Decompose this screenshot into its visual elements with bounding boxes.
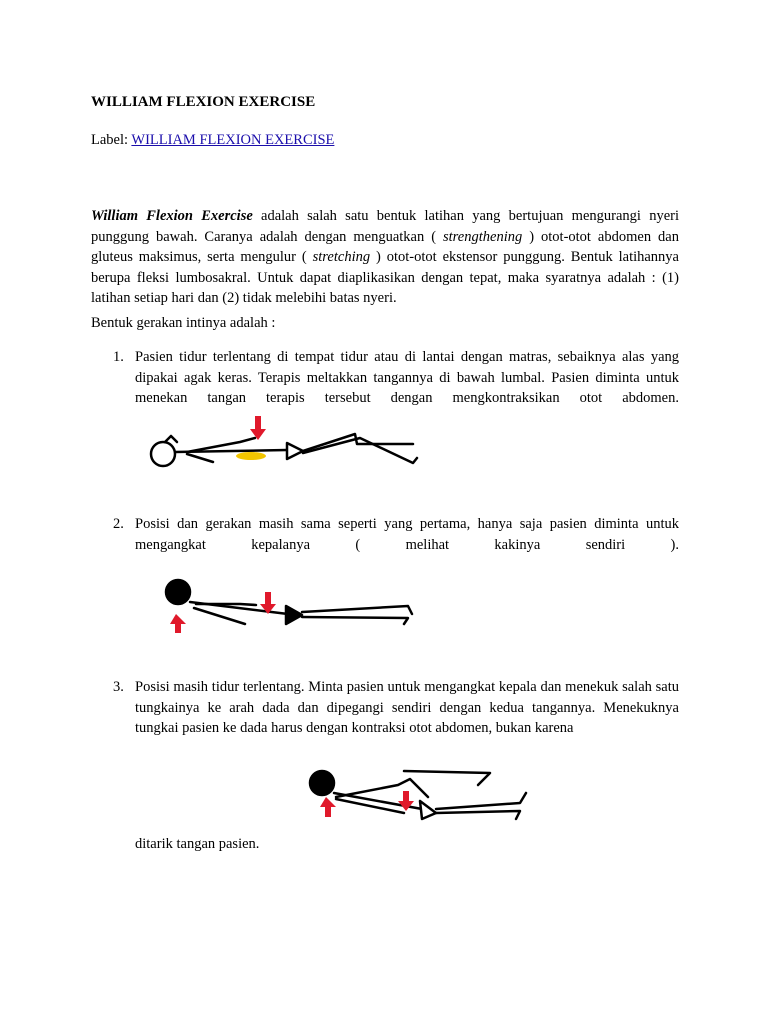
bentuk-intro: Bentuk gerakan intinya adalah :	[91, 315, 276, 331]
list-item	[113, 514, 679, 555]
label-prefix: Label:	[91, 132, 132, 148]
therapist-hand-icon	[236, 452, 266, 460]
arrow-down-icon	[250, 416, 266, 440]
list-item-text: Posisi masih tidur terlentang. Minta pasien untuk mengangkat kepala dan menekuk salah satu tungkainya ke arah dada dan dipegangi sendiri dengan kedua tangannya. Menekuknya tungkai pasien ke dada harus dengan kontraksi otot abdomen, bukan karena	[135, 679, 679, 736]
list-item	[113, 677, 679, 739]
label-link[interactable]: WILLIAM FLEXION EXERCISE	[131, 132, 335, 148]
list-number: 2.	[113, 516, 124, 532]
list-number: 3.	[113, 679, 124, 695]
figure-3-knee-to-chest	[300, 763, 560, 833]
list-item	[113, 347, 679, 409]
arrow-up-icon	[320, 797, 336, 817]
intro-text-2: ) otot-otot abdomen dan gluteus maksimus, serta mengulur (	[91, 228, 679, 265]
list-number: 1.	[113, 349, 124, 365]
intro-text-1: adalah salah satu bentuk latihan yang bertujuan mengurangi nyeri punggung bawah. Caranya adalah dengan menguatkan (	[91, 208, 679, 245]
intro-text-3: ) otot-otot ekstensor punggung. Bentuk latihannya berupa fleksi lumbosakral. Untuk dapat diaplikasikan dengan tepat, maka syaratnya adalah : (1) latihan setiap hari dan (2) tidak melebihi batas nyeri.	[91, 249, 679, 306]
closing-text: ditarik tangan pasien.	[135, 836, 260, 852]
term-strengthening: strengthening	[443, 228, 523, 245]
intro-paragraph	[91, 206, 679, 309]
arrow-up-icon	[170, 614, 186, 633]
label-line	[91, 132, 334, 149]
term-william-flexion: William Flexion Exercise	[91, 208, 253, 224]
term-stretching: stretching	[312, 249, 371, 265]
list-item-text: Pasien tidur terlentang di tempat tidur atau di lantai dengan matras, sebaiknya alas yang dipakai agak keras. Terapis meltakkan tangannya di bawah lumbal. Pasien diminta untuk menekan tangan terapis tersebut dengan mengkontraksikan otot abdomen.	[135, 349, 679, 406]
list-item-text: Posisi dan gerakan masih sama seperti yang pertama, hanya saja pasien diminta untuk mengangkat kepalanya ( melihat kakinya sendiri ).	[135, 516, 679, 553]
figure-1-supine	[145, 412, 435, 482]
page-title: WILLIAM FLEXION EXERCISE	[91, 94, 316, 110]
figure-2-head-lift	[160, 574, 420, 634]
